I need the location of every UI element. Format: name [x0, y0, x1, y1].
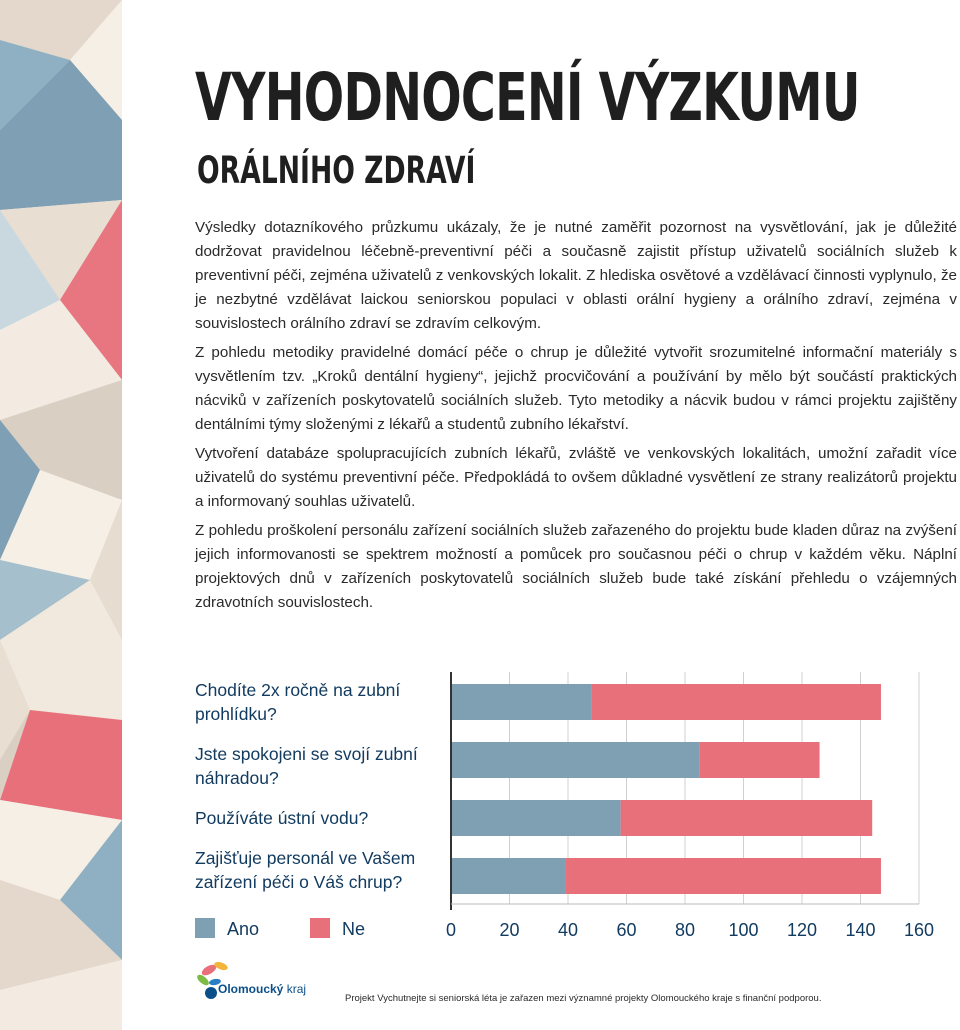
x-tick-label: 60	[616, 920, 637, 940]
footer	[195, 960, 960, 1020]
chart-legend	[195, 918, 435, 948]
paragraph: Vytvoření databáze spolupracujících zubních lékařů, zvláště ve venkovských lokalitách, umožní zařadit více uživatelů do systému preventivní péče. Předpokládá to ovšem důkladné vysvětlení ze strany realizátorů projektu a informovaný souhlas uživatelů.	[195, 445, 957, 510]
x-tick-label: 80	[674, 920, 696, 940]
x-tick-label: 40	[557, 920, 579, 940]
bar-ano	[451, 684, 591, 720]
question-label: Jste spokojeni se svojí zubní náhradou?	[195, 744, 418, 788]
footer-note: Projekt Vychutnejte si seniorská léta je zařazen mezi významné projekty Olomouckého kraje s finanční podporou.	[345, 993, 822, 1004]
logo-text-bold: Olomoucký	[218, 982, 284, 996]
legend-swatch-ne	[310, 918, 330, 938]
legend-label: Ne	[342, 919, 366, 939]
page-title: VYHODNOCENÍ VÝZKUMU	[195, 59, 860, 136]
body-text	[195, 216, 957, 620]
question-label: Používáte ústní vodu?	[195, 808, 369, 828]
x-tick-label: 140	[845, 920, 876, 940]
x-tick-label: 100	[728, 920, 759, 940]
paragraph: Z pohledu proškolení personálu zařízení sociálních služeb zařazeného do projektu bude kladen důraz na zvýšení jejich informovanosti se spektrem možností a pomůcek pro současnou péči o chrup v každém věku. Náplní projektových dnů v zařízeních poskytovatelů sociálních služeb bude také získání přehledu o vzájemných zdravotních souvislostech.	[195, 522, 957, 611]
bar-ano	[451, 800, 621, 836]
x-tick-label: 0	[445, 920, 457, 940]
question-label: Chodíte 2x ročně na zubní prohlídku?	[195, 680, 401, 724]
x-tick-label: 160	[903, 920, 935, 940]
logo-text-light: kraj	[286, 982, 307, 996]
decorative-side-pattern	[0, 0, 122, 1030]
bar-ne	[621, 800, 873, 836]
bar-ano	[451, 742, 700, 778]
question-label: Zajišťuje personál ve Vašem zařízení péči o Váš chrup?	[195, 848, 416, 892]
paragraph: Z pohledu metodiky pravidelné domácí péče o chrup je důležité vytvořit srozumitelné informační materiály s vysvětlením tzv. „Kroků dentální hygieny“, jejichž procvičování a používání by mělo být součástí praktických nácviků v zařízeních poskytovatelů sociálních služeb. Tyto metodiky a nácvik budou v rámci projektu zajištěny dentálními týmy složenými z lékařů a studentů zubního lékařství.	[195, 344, 957, 433]
logo-text	[218, 982, 306, 996]
page-subtitle: ORÁLNÍHO ZDRAVÍ	[197, 149, 476, 192]
bar-ne	[565, 858, 881, 894]
paragraph: Výsledky dotazníkového průzkumu ukázaly, že je nutné zaměřit pozornost na vysvětlování, jak je důležité dodržovat pravidelnou léčebně-preventivní péči a současně zajistit přístup uživatelů sociálních služeb k preventivní péči, zejména uživatelů z venkovských lokalit. Z hlediska osvětové a vzdělávací činnosti vyplynulo, že je nezbytné vzdělávat laickou seniorskou populaci v oblasti orální hygieny a orálního zdraví, zejména v souvislostech orálního zdraví se zdravím celkovým.	[195, 219, 957, 332]
bar-ne	[700, 742, 820, 778]
x-tick-label: 120	[786, 920, 818, 940]
x-tick-label: 20	[499, 920, 520, 940]
bar-ano	[451, 858, 565, 894]
bar-ne	[591, 684, 881, 720]
legend-swatch-ano	[195, 918, 215, 938]
stacked-bar-chart	[430, 668, 955, 948]
legend-label: Ano	[227, 919, 260, 939]
